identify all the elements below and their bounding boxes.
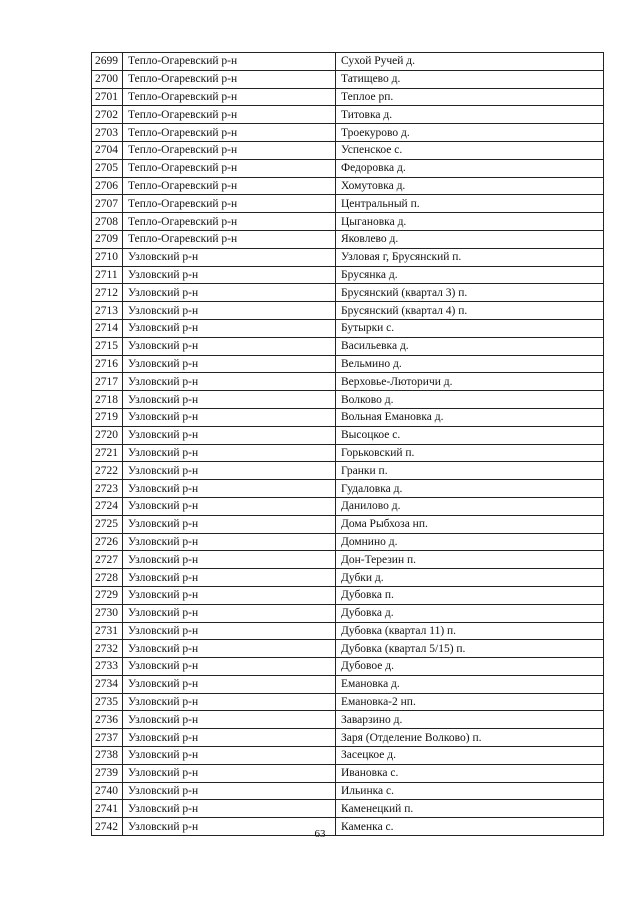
locality-cell: Верховье-Люторичи д. [336, 373, 604, 391]
district-cell: Тепло-Огаревский р-н [123, 70, 336, 88]
district-cell: Узловский р-н [123, 658, 336, 676]
row-number-cell: 2703 [92, 124, 123, 142]
table-row [92, 195, 604, 213]
row-number-cell: 2710 [92, 248, 123, 266]
row-number-cell: 2704 [92, 141, 123, 159]
locality-cell: Титовка д. [336, 106, 604, 124]
row-number-cell: 2734 [92, 675, 123, 693]
district-cell: Узловский р-н [123, 604, 336, 622]
district-cell: Тепло-Огаревский р-н [123, 124, 336, 142]
table-row [92, 604, 604, 622]
locality-cell: Цыгановка д. [336, 213, 604, 231]
table-row [92, 675, 604, 693]
locality-cell: Заварзино д. [336, 711, 604, 729]
district-cell: Узловский р-н [123, 711, 336, 729]
row-number-cell: 2707 [92, 195, 123, 213]
row-number-cell: 2735 [92, 693, 123, 711]
locality-cell: Брусянка д. [336, 266, 604, 284]
locality-cell: Яковлево д. [336, 230, 604, 248]
table-row [92, 266, 604, 284]
district-cell: Узловский р-н [123, 675, 336, 693]
district-cell: Узловский р-н [123, 248, 336, 266]
row-number-cell: 2721 [92, 444, 123, 462]
table-row [92, 213, 604, 231]
district-cell: Узловский р-н [123, 747, 336, 765]
locality-cell: Домнино д. [336, 533, 604, 551]
table-row [92, 53, 604, 71]
row-number-cell: 2723 [92, 480, 123, 498]
district-cell: Узловский р-н [123, 551, 336, 569]
row-number-cell: 2706 [92, 177, 123, 195]
district-cell: Узловский р-н [123, 515, 336, 533]
row-number-cell: 2720 [92, 426, 123, 444]
locality-cell: Центральный п. [336, 195, 604, 213]
locality-cell: Ильинка с. [336, 782, 604, 800]
table-row [92, 533, 604, 551]
row-number-cell: 2714 [92, 319, 123, 337]
row-number-cell: 2731 [92, 622, 123, 640]
locality-cell: Брусянский (квартал 4) п. [336, 302, 604, 320]
district-cell: Узловский р-н [123, 586, 336, 604]
locality-cell: Хомутовка д. [336, 177, 604, 195]
row-number-cell: 2702 [92, 106, 123, 124]
table-row [92, 551, 604, 569]
table-row [92, 319, 604, 337]
row-number-cell: 2717 [92, 373, 123, 391]
table-row [92, 515, 604, 533]
district-cell: Узловский р-н [123, 302, 336, 320]
row-number-cell: 2740 [92, 782, 123, 800]
table-row [92, 124, 604, 142]
table-row [92, 141, 604, 159]
locality-cell: Каменецкий п. [336, 800, 604, 818]
table-row [92, 159, 604, 177]
table-row [92, 693, 604, 711]
district-cell: Тепло-Огаревский р-н [123, 53, 336, 71]
table-row [92, 70, 604, 88]
table-row [92, 391, 604, 409]
table-row [92, 497, 604, 515]
row-number-cell: 2722 [92, 462, 123, 480]
district-cell: Узловский р-н [123, 533, 336, 551]
district-cell: Тепло-Огаревский р-н [123, 177, 336, 195]
locality-cell: Заря (Отделение Волково) п. [336, 729, 604, 747]
table-row [92, 177, 604, 195]
district-cell: Узловский р-н [123, 622, 336, 640]
table-body [92, 53, 604, 836]
locality-cell: Гудаловка д. [336, 480, 604, 498]
row-number-cell: 2705 [92, 159, 123, 177]
table-row [92, 782, 604, 800]
locality-cell: Дубовое д. [336, 658, 604, 676]
district-cell: Узловский р-н [123, 337, 336, 355]
locality-cell: Засецкое д. [336, 747, 604, 765]
row-number-cell: 2715 [92, 337, 123, 355]
district-cell: Узловский р-н [123, 764, 336, 782]
table-row [92, 408, 604, 426]
district-cell: Тепло-Огаревский р-н [123, 141, 336, 159]
locality-cell: Дома Рыбхоза нп. [336, 515, 604, 533]
district-cell: Узловский р-н [123, 444, 336, 462]
district-cell: Узловский р-н [123, 569, 336, 587]
district-cell: Тепло-Огаревский р-н [123, 230, 336, 248]
locality-cell: Высоцкое с. [336, 426, 604, 444]
table-row [92, 640, 604, 658]
district-cell: Тепло-Огаревский р-н [123, 159, 336, 177]
table-row [92, 764, 604, 782]
row-number-cell: 2733 [92, 658, 123, 676]
row-number-cell: 2738 [92, 747, 123, 765]
locality-cell: Васильевка д. [336, 337, 604, 355]
table-row [92, 747, 604, 765]
district-cell: Узловский р-н [123, 818, 336, 836]
locality-cell: Дубовка д. [336, 604, 604, 622]
district-cell: Узловский р-н [123, 319, 336, 337]
table-row [92, 284, 604, 302]
locality-cell: Каменка с. [336, 818, 604, 836]
row-number-cell: 2737 [92, 729, 123, 747]
locality-cell: Успенское с. [336, 141, 604, 159]
row-number-cell: 2713 [92, 302, 123, 320]
district-cell: Узловский р-н [123, 480, 336, 498]
district-cell: Узловский р-н [123, 693, 336, 711]
locality-cell: Волково д. [336, 391, 604, 409]
table-row [92, 569, 604, 587]
row-number-cell: 2716 [92, 355, 123, 373]
locality-cell: Узловая г, Брусянский п. [336, 248, 604, 266]
locality-cell: Вольная Емановка д. [336, 408, 604, 426]
row-number-cell: 2741 [92, 800, 123, 818]
settlements-table [91, 52, 604, 836]
locality-cell: Горьковский п. [336, 444, 604, 462]
district-cell: Узловский р-н [123, 497, 336, 515]
district-cell: Узловский р-н [123, 373, 336, 391]
locality-cell: Дубовка (квартал 5/15) п. [336, 640, 604, 658]
row-number-cell: 2700 [92, 70, 123, 88]
row-number-cell: 2730 [92, 604, 123, 622]
locality-cell: Сухой Ручей д. [336, 53, 604, 71]
table-row [92, 337, 604, 355]
locality-cell: Емановка д. [336, 675, 604, 693]
table-row [92, 230, 604, 248]
district-cell: Узловский р-н [123, 355, 336, 373]
row-number-cell: 2724 [92, 497, 123, 515]
table-row [92, 711, 604, 729]
table-row [92, 426, 604, 444]
district-cell: Тепло-Огаревский р-н [123, 195, 336, 213]
locality-cell: Дубки д. [336, 569, 604, 587]
row-number-cell: 2708 [92, 213, 123, 231]
table-row [92, 586, 604, 604]
district-cell: Узловский р-н [123, 782, 336, 800]
table-row [92, 462, 604, 480]
locality-cell: Татищево д. [336, 70, 604, 88]
locality-cell: Дон-Терезин п. [336, 551, 604, 569]
row-number-cell: 2729 [92, 586, 123, 604]
row-number-cell: 2711 [92, 266, 123, 284]
district-cell: Узловский р-н [123, 800, 336, 818]
locality-cell: Емановка-2 нп. [336, 693, 604, 711]
locality-cell: Дубовка (квартал 11) п. [336, 622, 604, 640]
locality-cell: Данилово д. [336, 497, 604, 515]
locality-cell: Федоровка д. [336, 159, 604, 177]
locality-cell: Теплое рп. [336, 88, 604, 106]
row-number-cell: 2739 [92, 764, 123, 782]
table-row [92, 106, 604, 124]
row-number-cell: 2699 [92, 53, 123, 71]
row-number-cell: 2732 [92, 640, 123, 658]
table-row [92, 444, 604, 462]
row-number-cell: 2718 [92, 391, 123, 409]
row-number-cell: 2728 [92, 569, 123, 587]
row-number-cell: 2701 [92, 88, 123, 106]
district-cell: Узловский р-н [123, 408, 336, 426]
table-row [92, 729, 604, 747]
locality-cell: Гранки п. [336, 462, 604, 480]
row-number-cell: 2742 [92, 818, 123, 836]
locality-cell: Вельмино д. [336, 355, 604, 373]
row-number-cell: 2726 [92, 533, 123, 551]
table-row [92, 302, 604, 320]
table-row [92, 480, 604, 498]
locality-cell: Троекурово д. [336, 124, 604, 142]
district-cell: Узловский р-н [123, 266, 336, 284]
locality-cell: Брусянский (квартал 3) п. [336, 284, 604, 302]
district-cell: Тепло-Огаревский р-н [123, 213, 336, 231]
district-cell: Узловский р-н [123, 391, 336, 409]
row-number-cell: 2736 [92, 711, 123, 729]
table-row [92, 88, 604, 106]
page-number: 63 [314, 828, 326, 840]
district-cell: Узловский р-н [123, 462, 336, 480]
district-cell: Узловский р-н [123, 426, 336, 444]
locality-cell: Дубовка п. [336, 586, 604, 604]
district-cell: Узловский р-н [123, 284, 336, 302]
table-row [92, 373, 604, 391]
table-row [92, 800, 604, 818]
row-number-cell: 2709 [92, 230, 123, 248]
table-row [92, 622, 604, 640]
table-row [92, 248, 604, 266]
locality-cell: Ивановка с. [336, 764, 604, 782]
row-number-cell: 2725 [92, 515, 123, 533]
table-row [92, 658, 604, 676]
locality-cell: Бутырки с. [336, 319, 604, 337]
district-cell: Тепло-Огаревский р-н [123, 106, 336, 124]
row-number-cell: 2712 [92, 284, 123, 302]
row-number-cell: 2719 [92, 408, 123, 426]
table-row [92, 355, 604, 373]
district-cell: Тепло-Огаревский р-н [123, 88, 336, 106]
district-cell: Узловский р-н [123, 640, 336, 658]
district-cell: Узловский р-н [123, 729, 336, 747]
row-number-cell: 2727 [92, 551, 123, 569]
